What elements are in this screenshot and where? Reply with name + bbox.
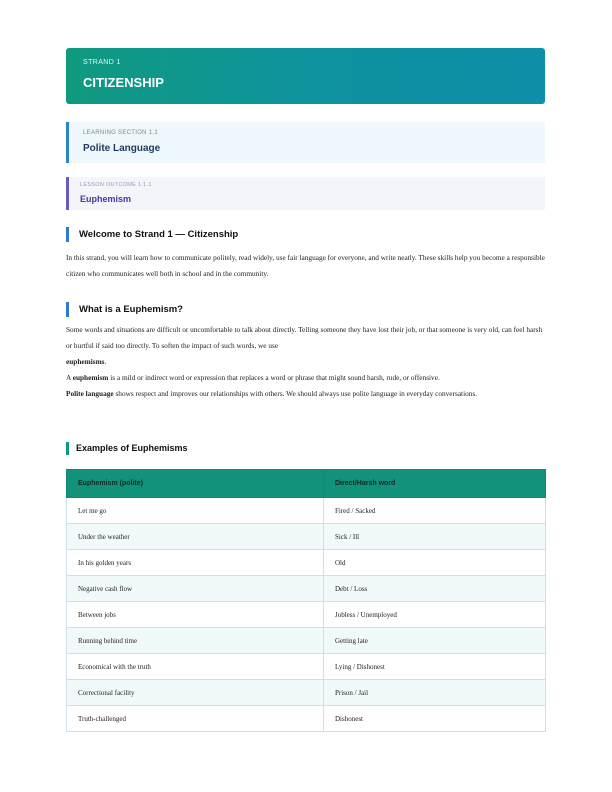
- table-row: [67, 602, 546, 628]
- table-row: [67, 706, 546, 732]
- euphemism-heading: What is a Euphemism?: [66, 302, 183, 317]
- cell-harsh: Lying / Dishonest: [324, 654, 546, 680]
- cell-harsh: Sick / Ill: [324, 524, 546, 550]
- def-rest: is a mild or indirect word or expression that replaces a word or phrase that might sound harsh, rude, or offensive.: [108, 373, 440, 382]
- polite-bold: Polite language: [66, 389, 114, 398]
- table-row: [67, 550, 546, 576]
- lesson-outcome-box: [66, 177, 545, 210]
- cell-harsh: Getting late: [324, 628, 546, 654]
- cell-polite: Running behind time: [67, 628, 324, 654]
- euphemism-intro: [66, 322, 548, 370]
- polite-rest: shows respect and improves our relationships with others. We should always use polite language in everyday conversations.: [113, 389, 478, 398]
- table-row: [67, 628, 546, 654]
- table-row: [67, 524, 546, 550]
- intro-period: .: [104, 357, 107, 366]
- lesson-outcome-kicker: LESSON OUTCOME 1.1.1: [80, 182, 152, 188]
- learning-section-title: Polite Language: [83, 143, 161, 154]
- euphemism-table: [66, 469, 546, 732]
- table-row: [67, 680, 546, 706]
- table-row: [67, 498, 546, 524]
- def-bold: euphemism: [72, 373, 109, 382]
- welcome-heading: Welcome to Strand 1 — Citizenship: [66, 227, 238, 242]
- lesson-outcome-title: Euphemism: [80, 194, 132, 204]
- cell-harsh: Dishonest: [324, 706, 546, 732]
- cell-harsh: Fired / Sacked: [324, 498, 546, 524]
- column-header-harsh: Direct/Harsh word: [324, 470, 546, 498]
- intro-text: Some words and situations are difficult or uncomfortable to talk about directly. Telling someone they have lost their job, or that someone is very old, can feel harsh or hurtful if said too directly. To soften the impact of such words, we use: [66, 325, 543, 350]
- cell-polite: Economical with the truth: [67, 654, 324, 680]
- euphemism-paragraph: [66, 322, 548, 402]
- cell-harsh: Jobless / Unemployed: [324, 602, 546, 628]
- strand-title: CITIZENSHIP: [83, 75, 164, 90]
- cell-harsh: Debt / Loss: [324, 576, 546, 602]
- learning-section-kicker: LEARNING SECTION 1.1: [83, 130, 159, 136]
- def-start: A: [66, 373, 73, 382]
- cell-polite: Between jobs: [67, 602, 324, 628]
- euphemisms-bold: euphemisms: [66, 357, 105, 366]
- euphemism-definition: [66, 370, 548, 386]
- cell-harsh: Old: [324, 550, 546, 576]
- strand-kicker: STRAND 1: [83, 59, 121, 66]
- table-row: [67, 654, 546, 680]
- cell-harsh: Prison / Jail: [324, 680, 546, 706]
- column-header-polite: Euphemism (polite): [67, 470, 324, 498]
- polite-language-text: [66, 386, 548, 402]
- examples-heading: Examples of Euphemisms: [66, 442, 188, 455]
- welcome-paragraph: [66, 250, 548, 282]
- cell-polite: Correctional facility: [67, 680, 324, 706]
- learning-section-box: [66, 122, 545, 163]
- cell-polite: Negative cash flow: [67, 576, 324, 602]
- cell-polite: Truth-challenged: [67, 706, 324, 732]
- cell-polite: Under the weather: [67, 524, 324, 550]
- welcome-text: In this strand, you will learn how to communicate politely, read widely, use fair language for everyone, and write neatly. These skills help you become a responsible citizen who communicates well both in school and in the community.: [66, 253, 545, 278]
- strand-banner: [66, 48, 545, 104]
- cell-polite: In his golden years: [67, 550, 324, 576]
- table-header-row: [67, 470, 546, 498]
- cell-polite: Let me go: [67, 498, 324, 524]
- table-row: [67, 576, 546, 602]
